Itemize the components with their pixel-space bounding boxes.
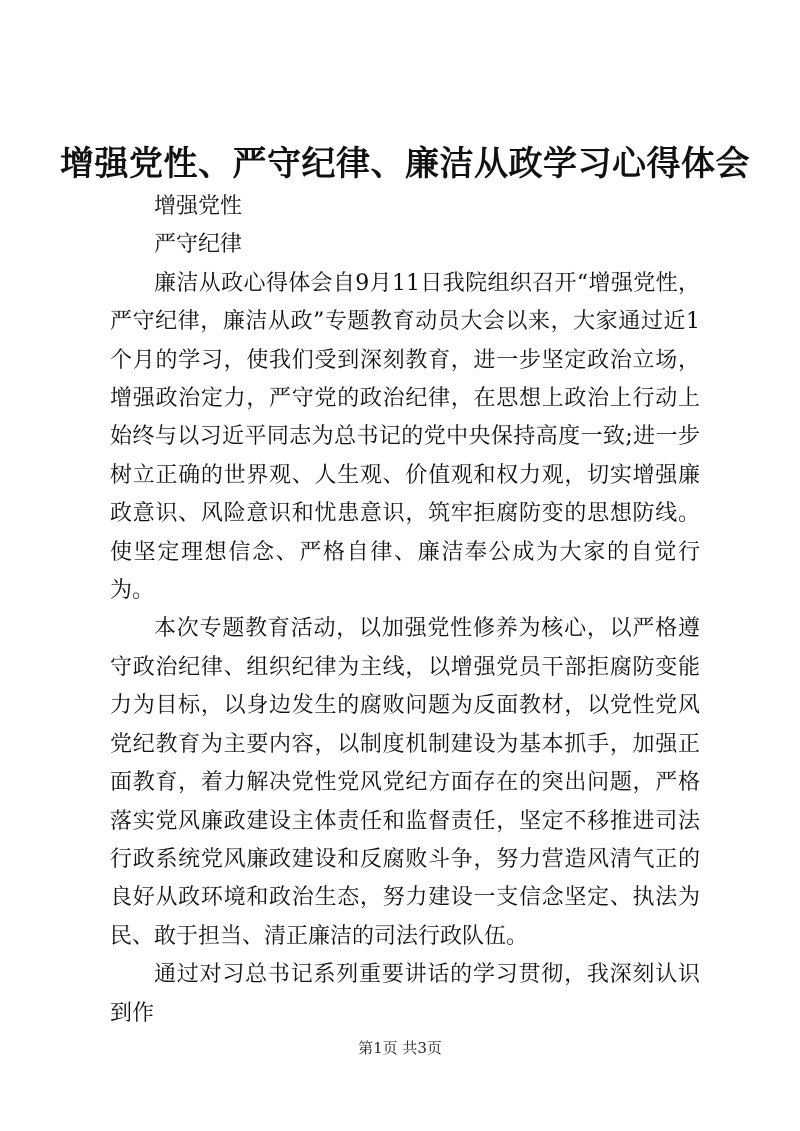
heading-line-2: 严守纪律 bbox=[154, 232, 243, 258]
body-paragraph-2: 本次专题教育活动，以加强党性修养为核心，以严格遵守政治纪律、组织纪律为主线，以增强党员干部拒腐防变能力为目标，以身边发生的腐败问题为反面教材，以党性党风党纪教育为主要内容，以制度机制建设为基本抓手，加强正面教育，着力解决党性党风党纪方面存在的突出问题，严格落实党风廉政建设主体责任和监督责任，坚定不移推进司法行政系统党风廉政建设和反腐败斗争，努力营造风清气正的良好从政环境和政治生态，努力建设一支信念坚定、执法为民、敢于担当、清正廉洁的司法行政队伍。 bbox=[110, 616, 700, 949]
document-title: 增强党性、严守纪律、廉洁从政学习心得体会 bbox=[60, 144, 750, 184]
document-body bbox=[110, 188, 700, 1033]
page-footer: 第1页 共3页 bbox=[358, 1039, 442, 1057]
body-paragraph-3: 通过对习总书记系列重要讲话的学习贯彻，我深刻认识到作 bbox=[110, 962, 700, 1026]
heading-line-1: 增强党性 bbox=[154, 194, 243, 219]
body-paragraph-1: 廉洁从政心得体会自9月11日我院组织召开“增强党性，严守纪律，廉洁从政”专题教育动员大会以来，大家通过近1个月的学习，使我们受到深刻教育，进一步坚定政治立场，增强政治定力，严守党的政治纪律，在思想上政治上行动上始终与以习近平同志为总书记的党中央保持高度一致;进一步树立正确的世界观、人生观、价值观和权力观，切实增强廉政意识、风险意识和忧患意识，筑牢拒腐防变的思想防线。使坚定理想信念、严格自律、廉洁奉公成为大家的自觉行为。 bbox=[110, 270, 700, 604]
